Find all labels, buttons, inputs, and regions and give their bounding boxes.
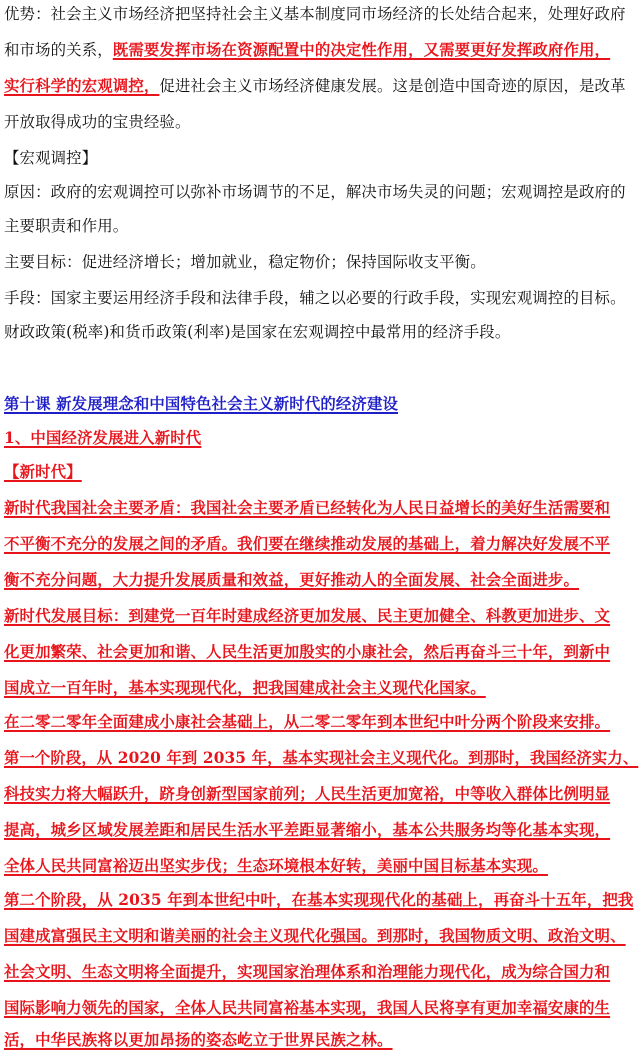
new-era-line: 活，中华民族将以更加昂扬的姿态屹立于世界民族之林。 xyxy=(4,1031,393,1049)
new-era-line: 国建成富强民主文明和谐美丽的社会主义现代化强国。到那时，我国物质文明、政治文明、 xyxy=(4,927,626,945)
new-era-line: 第二个阶段，从 2035 年到本世纪中叶，在基本实现现代化的基础上，再奋斗十五年，把我 xyxy=(4,891,634,909)
macro-means-line-2: 财政政策(税率)和货币政策(利率)是国家在宏观调控中最常用的经济手段。 xyxy=(4,323,511,341)
new-era-line: 国成立一百年时，基本实现现代化，把我国建成社会主义现代化国家。 xyxy=(4,679,486,697)
macro-means-line-1: 手段：国家主要运用经济手段和法律手段，辅之以必要的行政手段，实现宏观调控的目标。 xyxy=(4,289,626,307)
advantage-text: 和市场的关系， xyxy=(4,41,113,59)
lesson-title: 第十课 新发展理念和中国特色社会主义新时代的经济建设 xyxy=(4,395,399,413)
section-title: 1、中国经济发展进入新时代 xyxy=(4,429,202,447)
new-era-tag: 【新时代】 xyxy=(4,463,82,481)
advantage-line-4: 开放取得成功的宝贵经验。 xyxy=(4,113,191,131)
new-era-line: 在二零二零年全面建成小康社会基础上，从二零二零年到本世纪中叶分两个阶段来安排。 xyxy=(4,713,611,731)
macro-heading: 【宏观调控】 xyxy=(4,149,98,167)
new-era-line: 提高，城乡区域发展差距和居民生活水平差距显著缩小，基本公共服务均等化基本实现， xyxy=(4,821,611,839)
macro-goals: 主要目标：促进经济增长；增加就业，稳定物价；保持国际收支平衡。 xyxy=(4,253,486,271)
new-era-line: 社会文明、生态文明将全面提升，实现国家治理体系和治理能力现代化，成为综合国力和 xyxy=(4,963,611,981)
macro-reason-line-1: 原因：政府的宏观调控可以弥补市场调节的不足，解决市场失灵的问题；宏观调控是政府的 xyxy=(4,183,626,201)
new-era-line: 国际影响力领先的国家，全体人民共同富裕基本实现，我国人民将享有更加幸福安康的生 xyxy=(4,999,611,1017)
new-era-line: 衡不充分问题，大力提升发展质量和效益，更好推动人的全面发展、社会全面进步。 xyxy=(4,571,580,589)
advantage-line-3 xyxy=(4,76,626,96)
advantage-line-1: 优势：社会主义市场经济把坚持社会主义基本制度同市场经济的长处结合起来，处理好政府 xyxy=(4,5,626,23)
new-era-line: 化更加繁荣、社会更加和谐、人民生活更加殷实的小康社会，然后再奋斗三十年，到新中 xyxy=(4,643,611,661)
new-era-line: 新时代我国社会主要矛盾：我国社会主要矛盾已经转化为人民日益增长的美好生活需要和 xyxy=(4,499,611,517)
advantage-highlight: 实行科学的宏观调控， xyxy=(4,77,160,95)
new-era-line: 新时代发展目标：到建党一百年时建成经济更加发展、民主更加健全、科教更加进步、文 xyxy=(4,607,611,625)
macro-reason-line-2: 主要职责和作用。 xyxy=(4,217,129,235)
advantage-text: 促进社会主义市场经济健康发展。这是创造中国奇迹的原因，是改革 xyxy=(159,77,626,95)
advantage-line-2 xyxy=(4,40,610,60)
new-era-line: 第一个阶段，从 2020 年到 2035 年，基本实现社会主义现代化。到那时，我国经济实力、 xyxy=(4,749,639,767)
new-era-line: 不平衡不充分的发展之间的矛盾。我们要在继续推动发展的基础上，着力解决好发展不平 xyxy=(4,535,611,553)
new-era-line: 科技实力将大幅跃升，跻身创新型国家前列；人民生活更加宽裕，中等收入群体比例明显 xyxy=(4,785,611,803)
advantage-highlight: 既需要发挥市场在资源配置中的决定性作用，又需要更好发挥政府作用， xyxy=(112,41,611,59)
new-era-line: 全体人民共同富裕迈出坚实步伐；生态环境根本好转，美丽中国目标基本实现。 xyxy=(4,857,548,875)
